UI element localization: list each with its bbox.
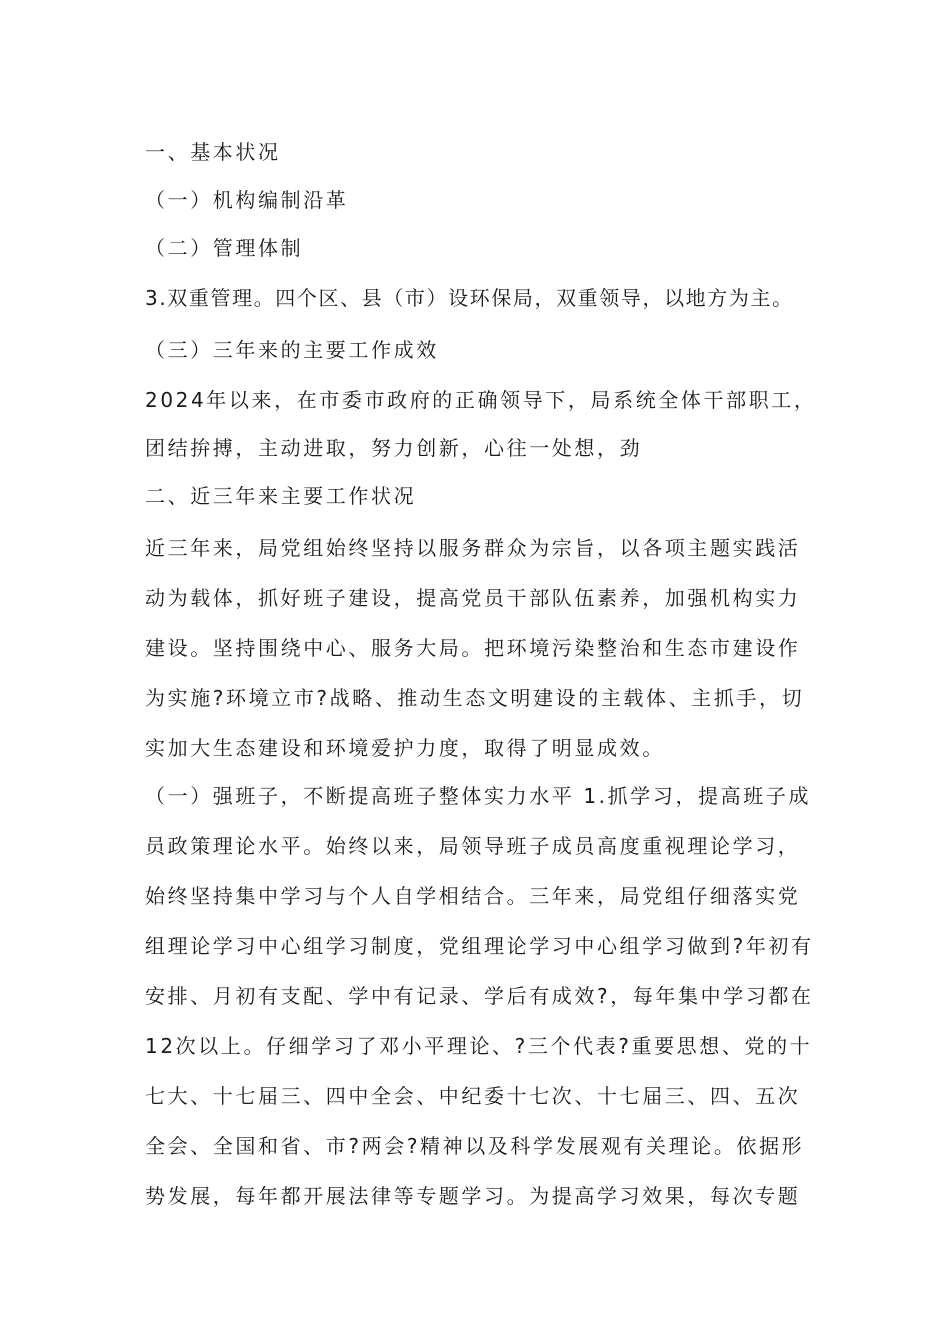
paragraph-line: 组理论学习中心组学习制度，党组理论学习中心组学习做到?年初有 xyxy=(145,934,814,958)
paragraph-line: 势发展，每年都开展法律等专题学习。为提高学习效果，每次专题 xyxy=(145,1184,801,1208)
subheading-org-history: （一）机构编制沿革 xyxy=(145,188,349,212)
heading-basic-situation: 一、基本状况 xyxy=(145,140,281,164)
paragraph-line: 全会、全国和省、市?两会?精神以及科学发展观有关理论。依据形 xyxy=(145,1134,805,1158)
paragraph-line: （一）强班子，不断提高班子整体实力水平 1.抓学习，提高班子成 xyxy=(145,784,812,808)
paragraph-line: 12次以上。仔细学习了邓小平理论、?三个代表?重要思想、党的十 xyxy=(145,1034,813,1058)
paragraph-line: 为实施?环境立市?战略、推动生态文明建设的主载体、主抓手，切 xyxy=(145,686,805,710)
paragraph-line: 团结拚搏，主动进取，努力创新，心往一处想，劲 xyxy=(145,436,643,460)
paragraph-line: 建设。坚持围绕中心、服务大局。把环境污染整治和生态市建设作 xyxy=(145,636,801,660)
subheading-management: （二）管理体制 xyxy=(145,236,304,260)
heading-work-situation: 二、近三年来主要工作状况 xyxy=(145,484,417,508)
paragraph-line: 始终坚持集中学习与个人自学相结合。三年来，局党组仔细落实党 xyxy=(145,884,801,908)
paragraph-line: 2024年以来，在市委市政府的正确领导下，局系统全体干部职工， xyxy=(145,388,817,412)
paragraph-line: 员政策理论水平。始终以来，局领导班子成员高度重视理论学习， xyxy=(145,834,801,858)
paragraph-line: 动为载体，抓好班子建设，提高党员干部队伍素养，加强机构实力 xyxy=(145,586,801,610)
paragraph-line: 安排、月初有支配、学中有记录、学后有成效?，每年集中学习都在 xyxy=(145,984,814,1008)
subheading-achievements: （三）三年来的主要工作成效 xyxy=(145,338,439,362)
paragraph-line: 七大、十七届三、四中全会、中纪委十七次、十七届三、四、五次 xyxy=(145,1084,801,1108)
paragraph-line: 近三年来，局党组始终坚持以服务群众为宗旨，以各项主题实践活 xyxy=(145,536,801,560)
paragraph-line: 实加大生态建设和环境爱护力度，取得了明显成效。 xyxy=(145,736,665,760)
paragraph-line: 3.双重管理。四个区、县（市）设环保局，双重领导，以地方为主。 xyxy=(145,286,794,310)
